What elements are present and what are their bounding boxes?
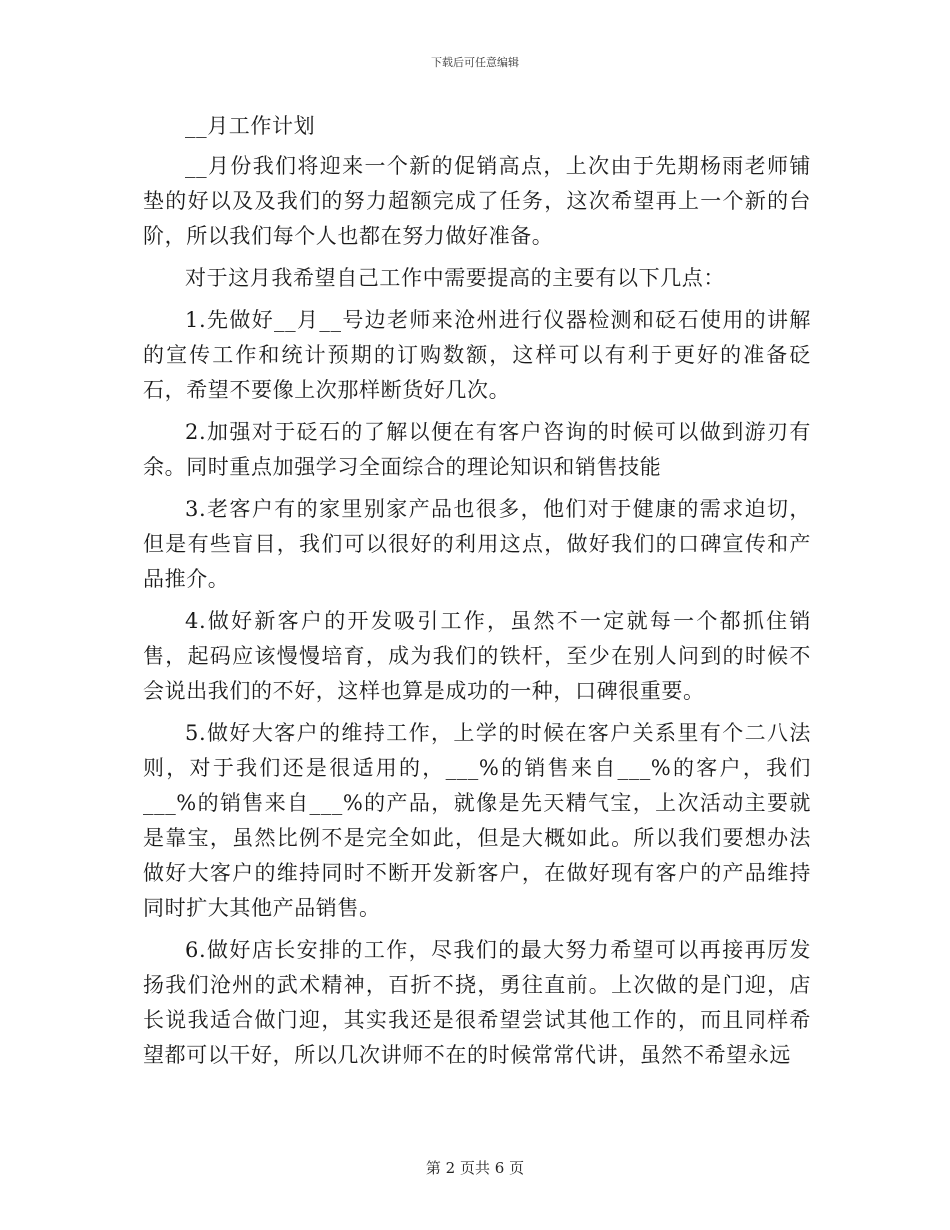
list-item-6: 6.做好店长安排的工作，尽我们的最大努力希望可以再接再厉发扬我们沧州的武术精神，百折不挠，勇往直前。上次做的是门迎，店长说我适合做门迎，其实我还是很希望尝试其他工作的，而且同样希望都可以干好，所以几次讲师不在的时候常常代讲，虽然不希望永远 xyxy=(143,938,811,1067)
page-header-note: 下载后可任意编辑 xyxy=(431,56,519,69)
list-item-4: 4.做好新客户的开发吸引工作，虽然不一定就每一个都抓住销售，起码应该慢慢培育，成为我们的铁杆，至少在别人问到的时候不会说出我们的不好，这样也算是成功的一种，口碑很重要。 xyxy=(143,609,811,703)
list-item-2: 2.加强对于砭石的了解以便在有客户咨询的时候可以做到游刃有余。同时重点加强学习全面综合的理论知识和销售技能 xyxy=(143,420,811,479)
paragraph-lead: 对于这月我希望自己工作中需要提高的主要有以下几点： xyxy=(185,266,725,290)
list-item-1: 1.先做好__月__号边老师来沧州进行仪器检测和砭石使用的讲解的宣传工作和统计预期的订购数额，这样可以有利于更好的准备砭石，希望不要像上次那样断货好几次。 xyxy=(143,308,811,402)
list-item-3: 3.老客户有的家里别家产品也很多，他们对于健康的需求迫切，但是有些盲目，我们可以很好的利用这点，做好我们的口碑宣传和产品推介。 xyxy=(143,497,811,591)
document-title: __月工作计划 xyxy=(185,114,316,138)
page-number-footer: 第 2 页共 6 页 xyxy=(425,1159,525,1177)
paragraph-intro: __月份我们将迎来一个新的促销高点，上次由于先期杨雨老师铺垫的好以及及我们的努力超额完成了任务，这次希望再上一个新的台阶，所以我们每个人也都在努力做好准备。 xyxy=(143,154,811,248)
list-item-5: 5.做好大客户的维持工作，上学的时候在客户关系里有个二八法则，对于我们还是很适用的，___%的销售来自___%的客户，我们___%的销售来自___%的产品，就像是先天精气宝，上次活动主要就是靠宝，虽然比例不是完全如此，但是大概如此。所以我们要想办法做好大客户的维持同时不断开发新客户，在做好现有客户的产品维持同时扩大其他产品销售。 xyxy=(143,721,811,920)
document-body xyxy=(143,109,811,1080)
